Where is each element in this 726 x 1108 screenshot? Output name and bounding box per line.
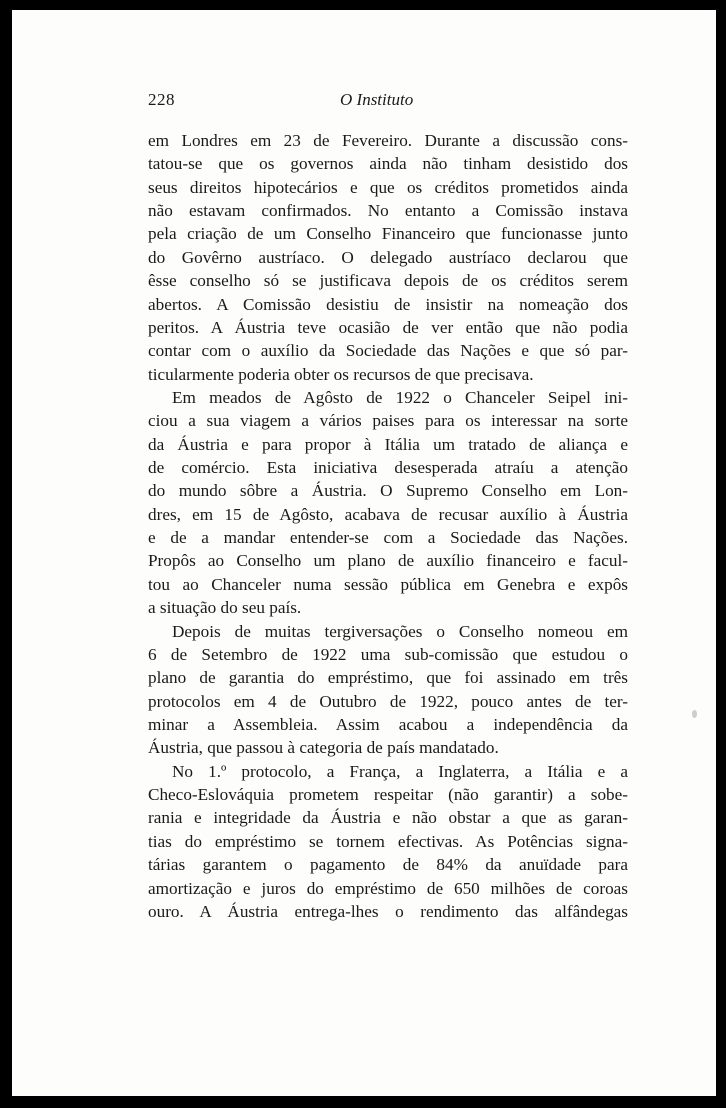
text-line: êsse conselho só se justificava depois de os créditos serem	[148, 271, 628, 291]
text-line: tias do empréstimo se tornem efectivas. As Potências signa-	[148, 831, 628, 851]
text-line: e de a mandar entender-se com a Sociedade das Nações.	[148, 528, 628, 548]
text-line: tou ao Chanceler numa sessão pública em Genebra e expôs	[148, 574, 628, 594]
text-line: seus direitos hipotecários e que os créditos prometidos ainda	[148, 177, 628, 197]
text-line: protocolos em 4 de Outubro de 1922, pouco antes de ter-	[148, 691, 628, 711]
text-line: Propôs ao Conselho um plano de auxílio financeiro e facul-	[148, 551, 628, 571]
text-line: minar a Assembleia. Assim acabou a independência da	[148, 714, 628, 734]
text-line: Depois de muitas tergiversações o Conselho nomeou em	[172, 621, 628, 641]
page-header	[12, 90, 716, 114]
text-line: abertos. A Comissão desistiu de insistir na nomeação dos	[148, 294, 628, 314]
text-line: dres, em 15 de Agôsto, acabava de recusar auxílio à Áustria	[148, 504, 628, 524]
text-line: tárias garantem o pagamento de 84% da anuïdade para	[148, 855, 628, 875]
text-line: Áustria, que passou à categoria de país mandatado.	[148, 738, 499, 758]
scan-speck	[692, 710, 697, 718]
text-line: da Áustria e para propor à Itália um tratado de aliança e	[148, 434, 628, 454]
text-line: pela criação de um Conselho Financeiro que funcionasse junto	[148, 224, 628, 244]
text-line: amortização e juros do empréstimo de 650 milhões de coroas	[148, 878, 628, 898]
page-number: 228	[148, 90, 175, 109]
running-title: O Instituto	[340, 90, 414, 109]
text-line: peritos. A Áustria teve ocasião de ver então que não podia	[148, 317, 628, 337]
text-line: No 1.º protocolo, a França, a Inglaterra, a Itália e a	[172, 761, 628, 781]
text-line: do Govêrno austríaco. O delegado austríaco declarou que	[148, 247, 628, 267]
text-line: plano de garantia do empréstimo, que foi assinado em três	[148, 668, 628, 688]
text-line: ciou a sua viagem a vários paises para os interessar na sorte	[148, 411, 628, 431]
text-line: 6 de Setembro de 1922 uma sub-comissão que estudou o	[148, 644, 628, 664]
body-text	[148, 129, 628, 923]
text-line: Em meados de Agôsto de 1922 o Chanceler Seipel ini-	[172, 387, 628, 407]
text-line: de comércio. Esta iniciativa desesperada atraíu a atenção	[148, 458, 628, 478]
text-line: contar com o auxílio da Sociedade das Nações e que só par-	[148, 341, 628, 361]
text-line: Checo-Eslováquia prometem respeitar (não garantir) a sobe-	[148, 785, 628, 805]
text-line: a situação do seu país.	[148, 598, 302, 618]
text-line: ouro. A Áustria entrega-lhes o rendimento das alfândegas	[148, 901, 628, 921]
text-line: ticularmente poderia obter os recursos de que precisava.	[148, 364, 534, 384]
book-page	[12, 10, 716, 1096]
text-line: não estavam confirmados. No entanto a Comissão instava	[148, 201, 628, 221]
text-line: em Londres em 23 de Fevereiro. Durante a discussão cons-	[148, 131, 628, 150]
text-line: do mundo sôbre a Áustria. O Supremo Conselho em Lon-	[148, 481, 628, 501]
text-line: rania e integridade da Áustria e não obstar a que as garan-	[148, 808, 628, 828]
text-line: tatou-se que os governos ainda não tinham desistido dos	[148, 154, 628, 174]
